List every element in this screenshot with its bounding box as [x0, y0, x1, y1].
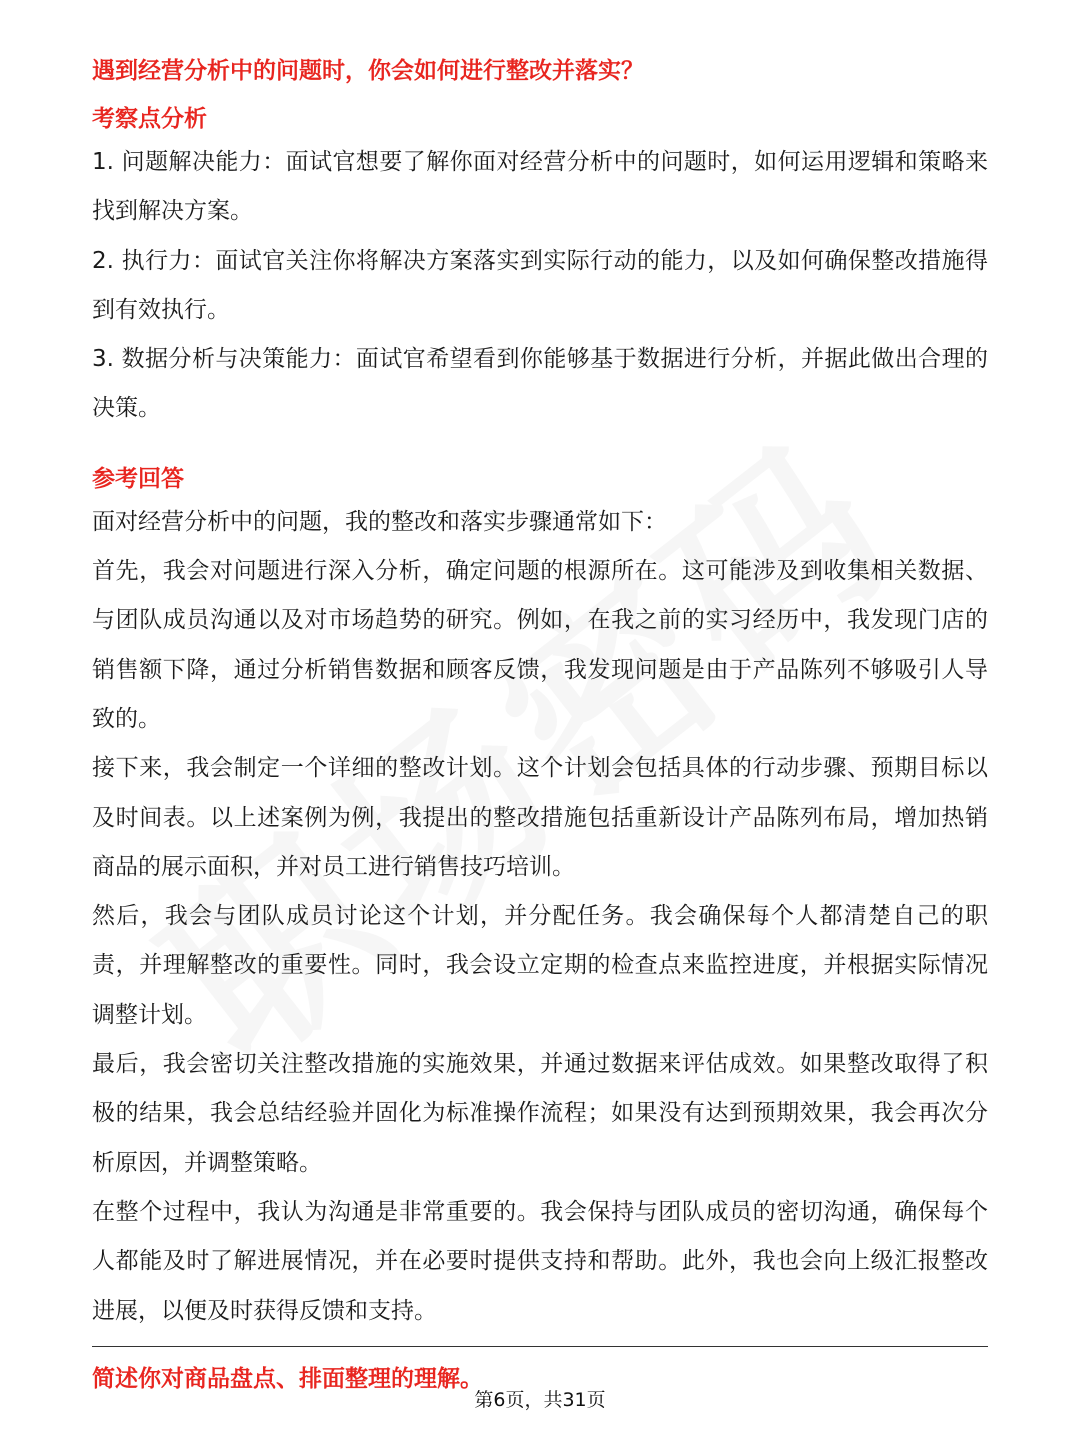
section-divider — [92, 1346, 988, 1347]
page-number: 第6页，共31页 — [474, 1389, 606, 1411]
answer-paragraph: 接下来，我会制定一个详细的整改计划。这个计划会包括具体的行动步骤、预期目标以及时间表。以上述案例为例，我提出的整改措施包括重新设计产品陈列布局，增加热销商品的展示面积，并对员工进行销售技巧培训。 — [92, 755, 988, 880]
analysis-heading: 考察点分析 — [92, 106, 207, 132]
question-title: 遇到经营分析中的问题时，你会如何进行整改并落实？ — [92, 58, 644, 84]
answer-paragraph: 首先，我会对问题进行深入分析，确定问题的根源所在。这可能涉及到收集相关数据、与团队成员沟通以及对市场趋势的研究。例如，在我之前的实习经历中，我发现门店的销售额下降，通过分析销售数据和顾客反馈，我发现问题是由于产品陈列不够吸引人导致的。 — [92, 558, 988, 732]
next-question-title: 简述你对商品盘点、排面整理的理解。 — [92, 1366, 483, 1392]
analysis-point: 2. 执行力：面试官关注你将解决方案落实到实际行动的能力，以及如何确保整改措施得到有效执行。 — [92, 247, 988, 323]
document-body — [92, 52, 988, 1336]
answer-paragraph: 面对经营分析中的问题，我的整改和落实步骤通常如下： — [92, 508, 667, 535]
analysis-point: 1. 问题解决能力：面试官想要了解你面对经营分析中的问题时，如何运用逻辑和策略来找到解决方案。 — [92, 149, 988, 225]
answer-paragraph: 最后，我会密切关注整改措施的实施效果，并通过数据来评估成效。如果整改取得了积极的结果，我会总结经验并固化为标准操作流程；如果没有达到预期效果，我会再次分析原因，并调整策略。 — [92, 1051, 988, 1176]
answer-paragraph: 然后，我会与团队成员讨论这个计划，并分配任务。我会确保每个人都清楚自己的职责，并理解整改的重要性。同时，我会设立定期的检查点来监控进度，并根据实际情况调整计划。 — [92, 903, 988, 1028]
answer-heading: 参考回答 — [92, 465, 184, 492]
analysis-point: 3. 数据分析与决策能力：面试官希望看到你能够基于数据进行分析，并据此做出合理的决策。 — [92, 346, 988, 422]
answer-paragraph: 在整个过程中，我认为沟通是非常重要的。我会保持与团队成员的密切沟通，确保每个人都能及时了解进展情况，并在必要时提供支持和帮助。此外，我也会向上级汇报整改进展，以便及时获得反馈和支持。 — [92, 1198, 988, 1324]
